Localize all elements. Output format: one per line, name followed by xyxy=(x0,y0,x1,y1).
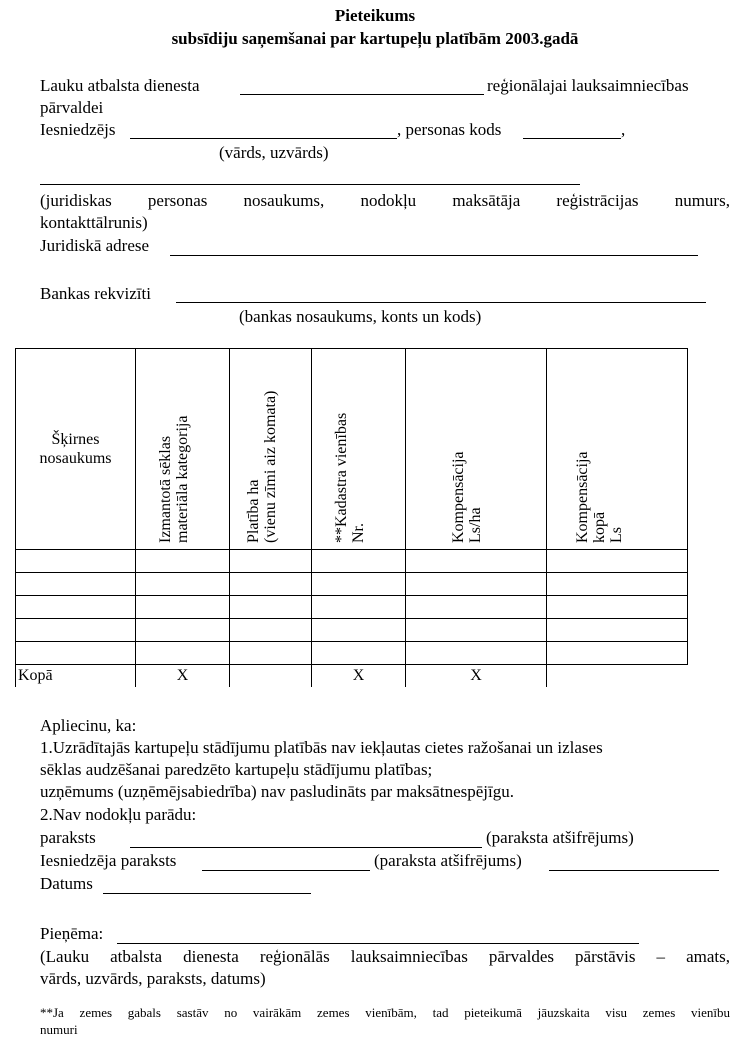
accepted-line[interactable] xyxy=(117,943,639,944)
service-input-line[interactable] xyxy=(240,94,484,95)
legal-hint-line2: kontakttālrunis) xyxy=(40,213,148,232)
footnote-line1: **Ja zemes gabals sastāv no vairākām zemes vienībām, tad pieteikumā jāuzskaita visu zemes vienību xyxy=(40,1005,730,1020)
address-line[interactable] xyxy=(170,255,698,256)
legal-hint-line1: (juridiskas personas nosaukums, nodokļu maksātāja reģistrācijas numurs, xyxy=(40,191,730,210)
signature-line[interactable] xyxy=(130,847,482,848)
applicant-label: Iesniedzējs xyxy=(40,120,116,139)
applicant-signature-line[interactable] xyxy=(202,870,370,871)
area-table xyxy=(15,348,688,687)
certify-p1c: uzņēmums (uzņēmējsabiedrība) nav pasludināts par maksātnespējīgu. xyxy=(40,782,514,801)
signature-decode: (paraksta atšifrējums) xyxy=(486,828,634,847)
col-variety-header: Šķirnes nosaukums xyxy=(16,349,136,550)
certify-p2: 2.Nav nodokļu parādu: xyxy=(40,805,197,824)
table-row xyxy=(16,550,688,573)
page-title: Pieteikums xyxy=(334,6,416,25)
col-area-header: Platība ha (vienu zīmi aiz komata) xyxy=(230,349,312,550)
total-row xyxy=(16,665,688,688)
page-subtitle: subsīdiju saņemšanai par kartupeļu platībām 2003.gadā xyxy=(171,29,579,48)
certify-p1b: sēklas audzēšanai paredzēto kartupeļu stādījumu platības; xyxy=(40,760,433,779)
legal-person-line[interactable] xyxy=(40,184,580,185)
comma: , xyxy=(621,120,626,139)
total-area-cell[interactable] xyxy=(230,665,312,688)
table-row xyxy=(16,596,688,619)
table-row xyxy=(16,642,688,665)
col-comp-total-header: Kompensācija kopā Ls xyxy=(547,349,688,550)
address-label: Juridiskā adrese xyxy=(40,236,150,255)
total-x-comp: X xyxy=(406,665,547,688)
personal-code-line[interactable] xyxy=(523,138,621,139)
certify-heading: Apliecinu, ka: xyxy=(40,716,137,735)
recipient-cont: pārvaldei xyxy=(40,98,104,117)
total-x-seed: X xyxy=(136,665,230,688)
total-x-cadastre: X xyxy=(312,665,406,688)
accepted-hint-2: vārds, uzvārds, paraksts, datums) xyxy=(40,969,266,988)
col-comp-per-ha-header: Kompensācija Ls/ha xyxy=(406,349,547,550)
col-seed-category-header: Izmantotā sēklas materiāla kategorija xyxy=(136,349,230,550)
footnote-line2: numuri xyxy=(40,1022,78,1037)
name-hint: (vārds, uzvārds) xyxy=(219,143,329,162)
signature-label: paraksts xyxy=(40,828,96,847)
bank-label: Bankas rekvizīti xyxy=(40,284,151,303)
accepted-label: Pieņēma: xyxy=(40,924,104,943)
certify-p1a: 1.Uzrādītajās kartupeļu stādījumu platībās nav iekļautas cietes ražošanai un izlases xyxy=(40,738,603,757)
recipient-suffix: reģionālajai lauksaimniecības xyxy=(487,76,689,95)
table-row xyxy=(16,619,688,642)
col-cadastre-header: **Kadastra vienības Nr. xyxy=(312,349,406,550)
bank-line[interactable] xyxy=(176,302,706,303)
date-label: Datums xyxy=(40,874,93,893)
bank-hint: (bankas nosaukums, konts un kods) xyxy=(239,307,482,326)
applicant-name-line[interactable] xyxy=(130,138,397,139)
total-comp-cell[interactable] xyxy=(547,665,688,688)
personal-code-label: , personas kods xyxy=(397,120,502,139)
applicant-decode-line[interactable] xyxy=(549,870,719,871)
table-row xyxy=(16,573,688,596)
applicant-signature-label: Iesniedzēja paraksts xyxy=(40,851,177,870)
recipient-prefix: Lauku atbalsta dienesta xyxy=(40,76,200,95)
applicant-signature-decode: (paraksta atšifrējums) xyxy=(374,851,522,870)
date-line[interactable] xyxy=(103,893,311,894)
accepted-hint-1: (Lauku atbalsta dienesta reģionālās lauksaimniecības pārvaldes pārstāvis – amats, xyxy=(40,947,730,966)
total-label: Kopā xyxy=(16,665,136,688)
